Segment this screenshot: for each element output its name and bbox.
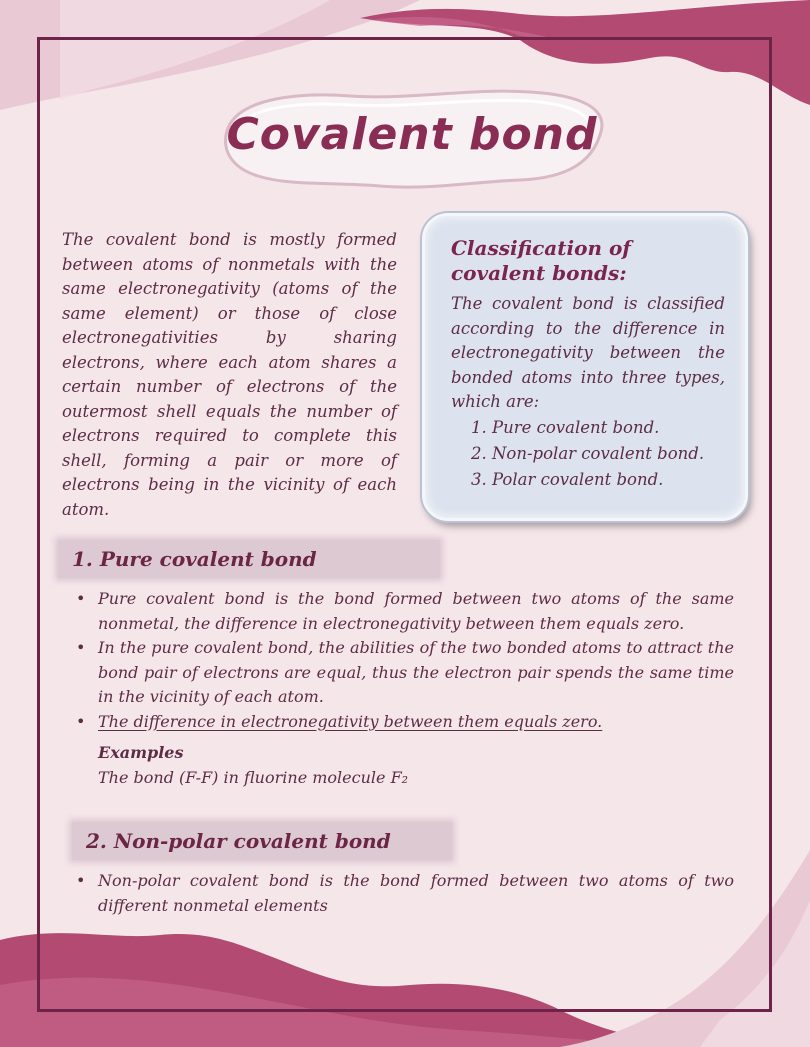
examples-block: [98, 741, 598, 790]
title-banner: [222, 95, 602, 187]
underlined-statement: The difference in electronegativity between them equals zero.: [98, 711, 603, 731]
classification-body: The covalent bond is classified according to the difference in electronegativity between the bonded atoms into three types, which are:: [451, 294, 725, 411]
example-text: The bond (F-F) in fluorine molecule F₂: [98, 767, 409, 787]
classification-list: [451, 415, 725, 493]
section-heading-nonpolar: 2. Non-polar covalent bond: [72, 822, 452, 860]
page-title: Covalent bond: [226, 109, 598, 160]
pure-bond-bullets: [74, 587, 734, 734]
list-item: 1. Pure covalent bond.: [471, 417, 660, 437]
nonpolar-bond-bullets: [74, 869, 734, 918]
classification-box: [422, 213, 748, 521]
list-item: • Non-polar covalent bond is the bond formed between two atoms of two different nonmetal elements: [74, 869, 734, 918]
intro-paragraph: The covalent bond is mostly formed between atoms of nonmetals with the same electronegativity (atoms of the same element) or those of close electronegativities by sharing electrons, where each atom shares a certain number of electrons of the outermost shell equals the number of electrons required to complete this shell, forming a pair or more of electrons being in the vicinity of each atom.: [62, 230, 397, 519]
classification-title: Classification of covalent bonds:: [451, 236, 631, 285]
list-item: 2. Non-polar covalent bond.: [471, 443, 705, 463]
section-heading-pure: 1. Pure covalent bond: [58, 540, 440, 578]
list-item: • In the pure covalent bond, the abilities of the two bonded atoms to attract the bond pair of electrons are equal, thus the electron pair spends the same time in the vicinity of each atom.: [74, 636, 734, 710]
list-item: [74, 710, 734, 735]
examples-label: Examples: [98, 743, 184, 762]
list-item: • Pure covalent bond is the bond formed between two atoms of the same nonmetal, the difference in electronegativity between them equals zero.: [74, 587, 734, 636]
list-item: 3. Polar covalent bond.: [471, 469, 664, 489]
